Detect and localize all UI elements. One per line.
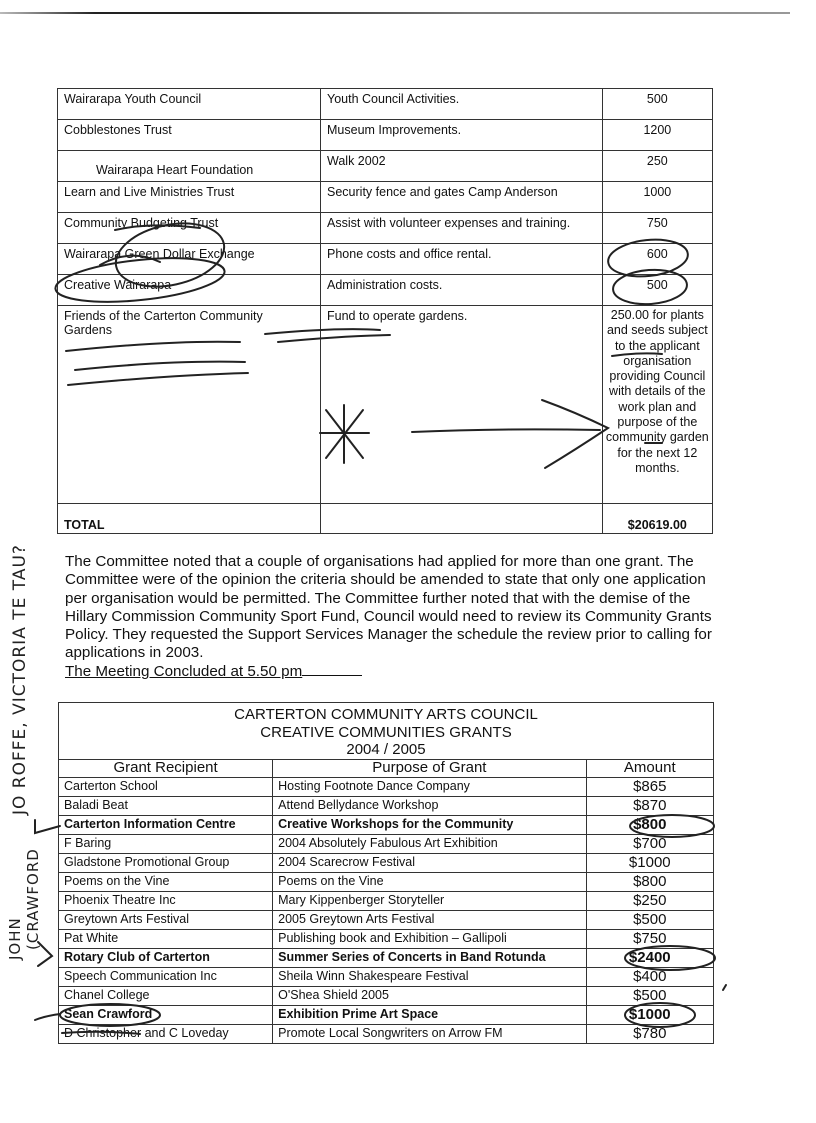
amount-cell: $800	[586, 815, 713, 834]
table-row	[59, 967, 714, 986]
amount-cell: 1200	[602, 120, 712, 151]
table-row	[59, 1024, 714, 1043]
header-purpose: Purpose of Grant	[273, 759, 586, 777]
purpose-cell: Security fence and gates Camp Anderson	[321, 182, 603, 213]
table-row	[59, 986, 714, 1005]
purpose-cell: Assist with volunteer expenses and training.	[321, 213, 603, 244]
amount-cell: $400	[586, 967, 713, 986]
purpose-cell: 2004 Absolutely Fabulous Art Exhibition	[273, 834, 586, 853]
purpose-cell: Hosting Footnote Dance Company	[273, 777, 586, 796]
amount-cell: $500	[586, 910, 713, 929]
table-row	[59, 853, 714, 872]
arrow-mark	[35, 1014, 60, 1020]
handwritten-margin-note-john: JOHN	[6, 917, 24, 960]
table-title	[59, 703, 714, 760]
purpose-cell: Poems on the Vine	[273, 872, 586, 891]
recipient-cell: Sean Crawford	[59, 1005, 273, 1024]
amount-cell: 750	[602, 213, 712, 244]
community-grants-table	[57, 88, 713, 534]
table-row	[59, 796, 714, 815]
amount-cell: $800	[586, 872, 713, 891]
recipient-cell: Creative Wairarapa	[58, 275, 321, 306]
recipient-cell: Community Budgeting Trust	[58, 213, 321, 244]
notes-paragraph: The Committee noted that a couple of organisations had applied for more than one grant. The Committee were of the opinion the criteria should be amended to state that only one application per organisation would be permitted. The Committee further noted that with the demise of the Hillary Commission Community Sport Fund, Council would need to review its Community Grants Policy. They requested the Support Services Manager the schedule the review prior to calling for applications in 2003.	[65, 553, 712, 662]
header-amount: Amount	[586, 759, 713, 777]
recipient-cell: Gladstone Promotional Group	[59, 853, 273, 872]
recipient-cell: Carterton Information Centre	[59, 815, 273, 834]
recipient-cell: Greytown Arts Festival	[59, 910, 273, 929]
table-row	[59, 834, 714, 853]
committee-notes	[65, 553, 725, 681]
table-row	[59, 872, 714, 891]
title-line-2: CREATIVE COMMUNITIES GRANTS	[260, 723, 512, 741]
amount-cell: $2400	[586, 948, 713, 967]
total-value: $20619.00	[602, 504, 712, 534]
arrow-mark	[35, 820, 60, 833]
purpose-cell: Phone costs and office rental.	[321, 244, 603, 275]
page-top-rule	[0, 12, 790, 14]
purpose-cell: Walk 2002	[321, 151, 603, 182]
purpose-cell: 2004 Scarecrow Festival	[273, 853, 586, 872]
recipient-cell: Carterton School	[59, 777, 273, 796]
purpose-cell: 2005 Greytown Arts Festival	[273, 910, 586, 929]
recipient-cell: Speech Communication Inc	[59, 967, 273, 986]
total-row	[58, 504, 713, 534]
amount-cell: 500	[602, 275, 712, 306]
concluded-underline	[302, 675, 362, 676]
amount-cell: 600	[602, 244, 712, 275]
amount-cell: 250	[602, 151, 712, 182]
title-line-1: CARTERTON COMMUNITY ARTS COUNCIL	[234, 706, 538, 723]
arts-council-grants-table	[58, 702, 714, 1044]
recipient-cell: Wairarapa Green Dollar Exchange	[58, 244, 321, 275]
amount-cell: $1000	[586, 1005, 713, 1024]
table-row	[59, 815, 714, 834]
handwritten-margin-note-upper: JO ROFFE, VICTORIA TE TAU?	[10, 544, 30, 815]
purpose-cell: Fund to operate gardens.	[321, 306, 603, 504]
recipient-cell: Rotary Club of Carterton	[59, 948, 273, 967]
amount-cell: $865	[586, 777, 713, 796]
header-row	[59, 759, 714, 777]
recipient-cell: Pat White	[59, 929, 273, 948]
title-row	[59, 703, 714, 760]
recipient-cell: Wairarapa Youth Council	[58, 89, 321, 120]
amount-cell: 500	[602, 89, 712, 120]
purpose-cell: Mary Kippenberger Storyteller	[273, 891, 586, 910]
purpose-cell: Creative Workshops for the Community	[273, 815, 586, 834]
amount-cell: 250.00 for plants and seeds subject to the applicant organisation providing Council with details of the work plan and purpose of the community garden for the next 12 months.	[602, 306, 712, 504]
concluded-text: The Meeting Concluded at 5.50 pm	[65, 662, 303, 680]
recipient-cell: F Baring	[59, 834, 273, 853]
amount-cell: $1000	[586, 853, 713, 872]
table-row	[58, 151, 713, 182]
recipient-cell: Cobblestones Trust	[58, 120, 321, 151]
table-row	[58, 244, 713, 275]
amount-cell: 1000	[602, 182, 712, 213]
amount-cell: $500	[586, 986, 713, 1005]
purpose-cell: Publishing book and Exhibition – Gallipoli	[273, 929, 586, 948]
amount-cell: $250	[586, 891, 713, 910]
recipient-cell: Chanel College	[59, 986, 273, 1005]
table-row	[58, 120, 713, 151]
total-label: TOTAL	[58, 504, 321, 534]
table-row	[58, 89, 713, 120]
table-row	[59, 948, 714, 967]
small-mark	[723, 985, 726, 990]
purpose-cell: Attend Bellydance Workshop	[273, 796, 586, 815]
table-row	[59, 910, 714, 929]
recipient-cell: Poems on the Vine	[59, 872, 273, 891]
recipient-cell: Friends of the Carterton Community Gardens	[58, 306, 321, 504]
table-row	[58, 213, 713, 244]
table-row	[59, 777, 714, 796]
amount-cell: $870	[586, 796, 713, 815]
table-row	[59, 929, 714, 948]
recipient-cell: Phoenix Theatre Inc	[59, 891, 273, 910]
purpose-cell: Sheila Winn Shakespeare Festival	[273, 967, 586, 986]
table-row	[58, 182, 713, 213]
table-row	[59, 1005, 714, 1024]
amount-cell: $700	[586, 834, 713, 853]
handwritten-margin-note-crawford: (CRAWFORD	[24, 848, 42, 950]
recipient-cell: Baladi Beat	[59, 796, 273, 815]
table-row	[59, 891, 714, 910]
amount-cell: $750	[586, 929, 713, 948]
purpose-cell: Promote Local Songwriters on Arrow FM	[273, 1024, 586, 1043]
meeting-concluded	[65, 663, 725, 681]
header-recipient: Grant Recipient	[59, 759, 273, 777]
purpose-cell: Exhibition Prime Art Space	[273, 1005, 586, 1024]
recipient-cell: Learn and Live Ministries Trust	[58, 182, 321, 213]
title-line-3: 2004 / 2005	[346, 741, 426, 758]
purpose-cell: O'Shea Shield 2005	[273, 986, 586, 1005]
purpose-cell: Summer Series of Concerts in Band Rotunda	[273, 948, 586, 967]
total-empty-cell	[321, 504, 603, 534]
recipient-cell: Wairarapa Heart Foundation	[58, 151, 321, 182]
purpose-cell: Administration costs.	[321, 275, 603, 306]
table-row	[58, 306, 713, 504]
purpose-cell: Youth Council Activities.	[321, 89, 603, 120]
table-row	[58, 275, 713, 306]
recipient-cell: D Christopher and C Loveday	[59, 1024, 273, 1043]
amount-cell: $780	[586, 1024, 713, 1043]
purpose-cell: Museum Improvements.	[321, 120, 603, 151]
